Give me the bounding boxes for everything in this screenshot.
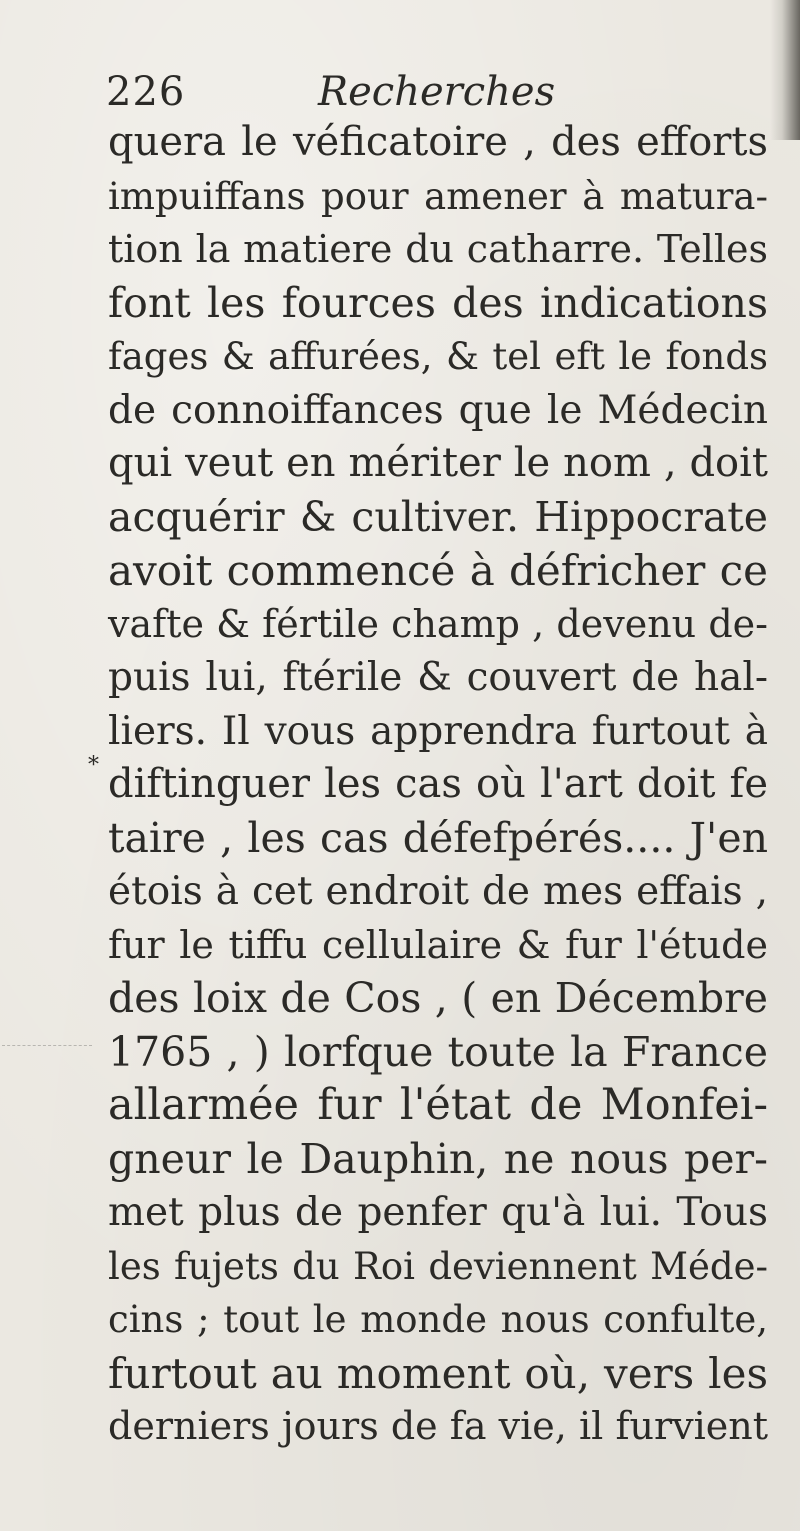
body-text: [108, 116, 768, 1454]
text-line: fur le tiffu cellulaire & fur l'étude: [108, 922, 768, 967]
text-line: impuiffans pour amener à matura-: [108, 174, 768, 218]
text-line: diftinguer les cas où l'art doit fe: [108, 761, 768, 807]
text-line: met plus de penfer qu'à lui. Tous: [108, 1190, 768, 1235]
text-line: gneur le Dauphin, ne nous per-: [108, 1134, 768, 1183]
text-line: fages & affurées, & tel eft le fonds: [108, 335, 768, 378]
text-line: derniers jours de fa vie, il furvient: [108, 1404, 768, 1448]
page-header: [0, 62, 800, 122]
text-line: avoit commencé à défricher ce: [108, 546, 768, 595]
text-line: tion la matiere du catharre. Telles: [108, 227, 768, 271]
text-line: étois à cet endroit de mes effais ,: [108, 869, 768, 914]
text-line: liers. Il vous apprendra furtout à: [108, 708, 768, 754]
text-line: vafte & fértile champ , devenu de-: [108, 601, 768, 646]
text-line: qui veut en mériter le nom , doit: [108, 440, 768, 486]
text-line: taire , les cas défefpérés.... J'en: [108, 813, 768, 862]
text-line: des loix de Cos , ( en Décembre: [108, 974, 768, 1022]
text-line: font les fources des indications: [108, 278, 768, 327]
text-line: allarmée fur l'état de Monfei-: [108, 1080, 768, 1130]
text-line: quera le véficatoire , des efforts: [108, 119, 768, 165]
page-number: 226: [106, 69, 186, 115]
text-line: cins ; tout le monde nous confulte,: [108, 1298, 768, 1341]
text-line: puis lui, ftérile & couvert de hal-: [108, 655, 768, 700]
text-line: furtout au moment où, vers les: [108, 1348, 768, 1398]
running-head: Recherches: [318, 69, 556, 115]
text-line: de connoiffances que le Médecin: [108, 387, 768, 433]
text-line: 1765 , ) lorfque toute la France: [108, 1027, 768, 1076]
text-line: acquérir & cultiver. Hippocrate: [108, 492, 768, 541]
text-line: les fujets du Roi deviennent Méde-: [108, 1244, 768, 1288]
margin-rule: [2, 1045, 92, 1046]
margin-asterisk: *: [88, 753, 99, 778]
